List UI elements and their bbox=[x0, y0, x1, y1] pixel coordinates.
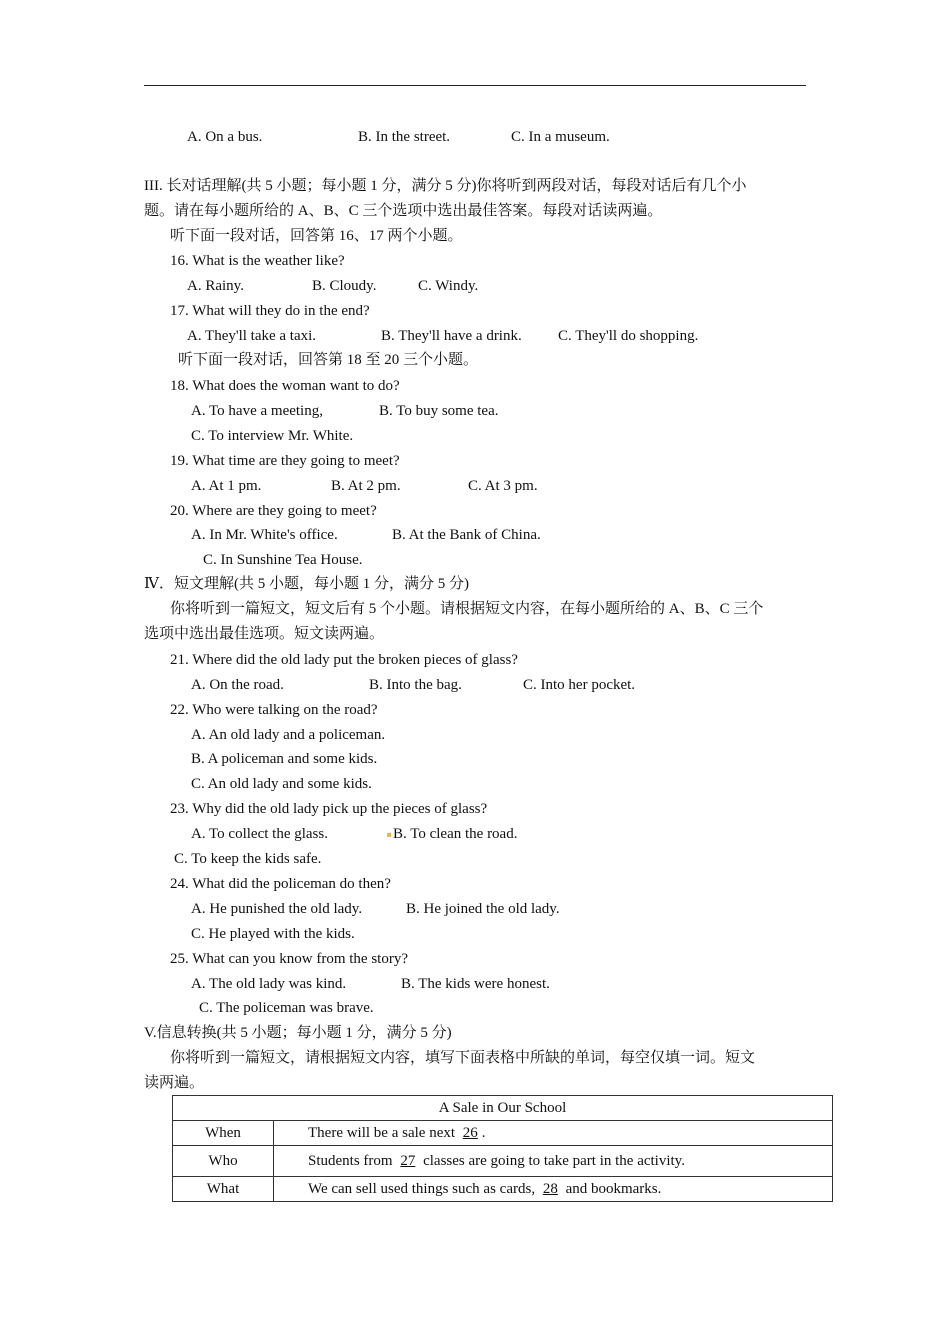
option-20b: B. At the Bank of China. bbox=[392, 527, 541, 543]
question-19: 19. What time are they going to meet? bbox=[170, 453, 400, 469]
option-24a: A. He punished the old lady. bbox=[191, 901, 363, 917]
table-row bbox=[173, 1177, 833, 1202]
option-22c: C. An old lady and some kids. bbox=[191, 776, 372, 792]
table-title: A Sale in Our School bbox=[173, 1096, 833, 1121]
option-20a: A. In Mr. White's office. bbox=[191, 527, 338, 543]
question-23: 23. Why did the old lady pick up the pieces of glass? bbox=[170, 801, 488, 817]
option-18b: B. To buy some tea. bbox=[379, 403, 499, 419]
option-21b: B. Into the bag. bbox=[369, 677, 462, 693]
option-17c: C. They'll do shopping. bbox=[558, 328, 699, 344]
question-18: 18. What does the woman want to do? bbox=[170, 378, 400, 394]
question-24: 24. What did the policeman do then? bbox=[170, 876, 391, 892]
blank-28: 28 bbox=[542, 1181, 558, 1197]
dialog2-intro: 听下面一段对话，回答第 18 至 20 三个小题。 bbox=[178, 352, 479, 368]
option-24b: B. He joined the old lady. bbox=[406, 901, 560, 917]
option-15a: A. On a bus. bbox=[187, 129, 263, 145]
option-15c: C. In a museum. bbox=[511, 129, 610, 145]
row-text: . bbox=[481, 1125, 486, 1141]
section3-heading-line1: III. 长对话理解(共 5 小题；每小题 1 分，满分 5 分)你将听到两段对话，每段对话后有几个小 bbox=[144, 178, 747, 194]
option-20c: C. In Sunshine Tea House. bbox=[203, 552, 363, 568]
question-21: 21. Where did the old lady put the broken pieces of glass? bbox=[170, 652, 518, 668]
option-18c: C. To interview Mr. White. bbox=[191, 428, 354, 444]
marker-dot bbox=[387, 833, 391, 837]
section4-heading: Ⅳ．短文理解(共 5 小题，每小题 1 分，满分 5 分) bbox=[144, 576, 469, 592]
option-16a: A. Rainy. bbox=[187, 278, 244, 294]
blank-26: 26 bbox=[462, 1125, 478, 1141]
row-value-when bbox=[274, 1121, 833, 1146]
table-row bbox=[173, 1121, 833, 1146]
row-label-who: Who bbox=[173, 1146, 274, 1177]
row-text: Students from bbox=[308, 1153, 393, 1169]
option-22a: A. An old lady and a policeman. bbox=[191, 727, 386, 743]
option-24c: C. He played with the kids. bbox=[191, 926, 355, 942]
option-23b: B. To clean the road. bbox=[393, 826, 518, 842]
option-25a: A. The old lady was kind. bbox=[191, 976, 347, 992]
info-table bbox=[172, 1095, 833, 1202]
section5-heading: V.信息转换(共 5 小题；每小题 1 分，满分 5 分) bbox=[144, 1025, 452, 1041]
option-19c: C. At 3 pm. bbox=[468, 478, 538, 494]
option-23c: C. To keep the kids safe. bbox=[174, 851, 322, 867]
option-17b: B. They'll have a drink. bbox=[381, 328, 522, 344]
option-16c: C. Windy. bbox=[418, 278, 479, 294]
option-21c: C. Into her pocket. bbox=[523, 677, 636, 693]
option-18a: A. To have a meeting, bbox=[191, 403, 323, 419]
option-22b: B. A policeman and some kids. bbox=[191, 751, 378, 767]
option-16b: B. Cloudy. bbox=[312, 278, 377, 294]
option-23a: A. To collect the glass. bbox=[191, 826, 328, 842]
row-text: There will be a sale next bbox=[308, 1125, 456, 1141]
question-22: 22. Who were talking on the road? bbox=[170, 702, 378, 718]
table-title-row bbox=[173, 1096, 833, 1121]
row-label-what: What bbox=[173, 1177, 274, 1202]
row-value-who bbox=[274, 1146, 833, 1177]
option-19b: B. At 2 pm. bbox=[331, 478, 401, 494]
dialog1-intro: 听下面一段对话，回答第 16、17 两个小题。 bbox=[170, 228, 463, 244]
row-value-what bbox=[274, 1177, 833, 1202]
question-25: 25. What can you know from the story? bbox=[170, 951, 409, 967]
option-15b: B. In the street. bbox=[358, 129, 451, 145]
option-19a: A. At 1 pm. bbox=[191, 478, 262, 494]
row-label-when: When bbox=[173, 1121, 274, 1146]
option-17a: A. They'll take a taxi. bbox=[187, 328, 317, 344]
section5-intro-line1: 你将听到一篇短文，请根据短文内容，填写下面表格中所缺的单词，每空仅填一词。短文 bbox=[170, 1050, 756, 1066]
question-16: 16. What is the weather like? bbox=[170, 253, 345, 269]
section4-intro-line2: 选项中选出最佳选项。短文读两遍。 bbox=[144, 626, 385, 642]
row-text: classes are going to take part in the activity. bbox=[423, 1153, 685, 1169]
table-row bbox=[173, 1146, 833, 1177]
section4-intro-line1: 你将听到一篇短文，短文后有 5 个小题。请根据短文内容，在每小题所给的 A、B、C 三个 bbox=[170, 601, 764, 617]
header-rule bbox=[144, 85, 806, 86]
row-text: and bookmarks. bbox=[565, 1181, 662, 1197]
row-text: We can sell used things such as cards, bbox=[308, 1181, 536, 1197]
blank-27: 27 bbox=[400, 1153, 416, 1169]
option-25c: C. The policeman was brave. bbox=[199, 1000, 374, 1016]
question-17: 17. What will they do in the end? bbox=[170, 303, 370, 319]
section3-heading-line2: 题。请在每小题所给的 A、B、C 三个选项中选出最佳答案。每段对话读两遍。 bbox=[144, 203, 663, 219]
question-20: 20. Where are they going to meet? bbox=[170, 503, 377, 519]
option-21a: A. On the road. bbox=[191, 677, 284, 693]
option-25b: B. The kids were honest. bbox=[401, 976, 550, 992]
section5-intro-line2: 读两遍。 bbox=[144, 1075, 205, 1091]
